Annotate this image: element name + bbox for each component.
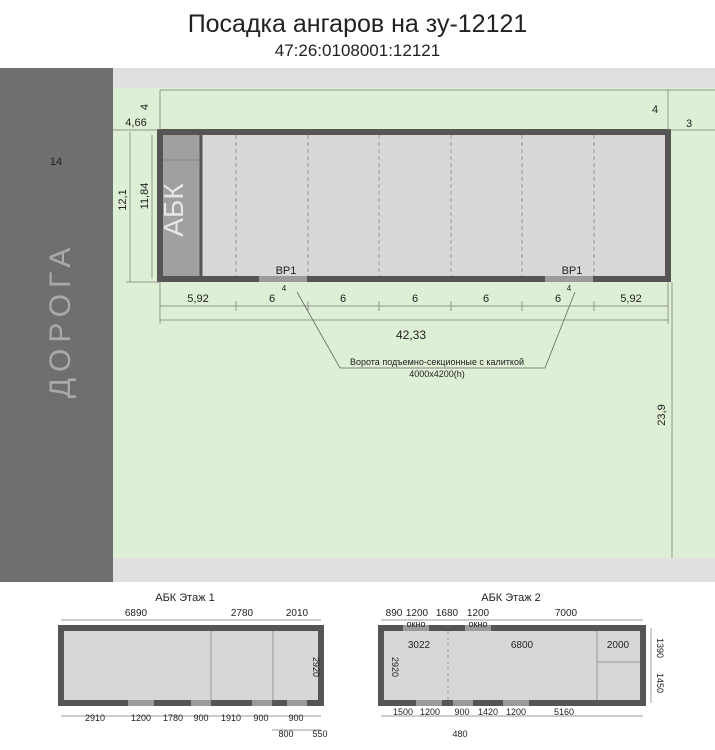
abk1-bottom-dim: 1200 — [130, 713, 152, 723]
dim-left-offset: 4,66 — [125, 117, 147, 129]
abk1-bottom-dim: 900 — [193, 713, 209, 723]
segment-dim: 6 — [339, 293, 347, 305]
gate-1-width: 4 — [281, 284, 287, 293]
abk1-bottom-dim: 1910 — [220, 713, 242, 723]
abk2-right-dim: 1390 — [655, 637, 665, 659]
dim-building-depth: 11,84 — [139, 182, 151, 210]
abk1-bottom-dim: 1780 — [162, 713, 184, 723]
road-label: ДОРОГА — [44, 241, 77, 399]
abk2-top-dim: 890 — [385, 608, 403, 619]
segment-dim: 5,92 — [620, 293, 642, 305]
segment-dim: 5,92 — [187, 293, 209, 305]
gate-note-line1: Ворота подъемно-секционные с калиткой — [349, 357, 525, 367]
dim-top-offset-right: 4 — [651, 104, 659, 116]
gate-1-label: ВР1 — [275, 265, 297, 277]
abk1-sub-dim: 550 — [312, 729, 328, 739]
abk2-title: АБК Этаж 2 — [481, 592, 541, 604]
abk2-top-dim: 1200 — [466, 608, 490, 619]
abk1-side-dim: 2920 — [311, 656, 321, 678]
abk2-sub-dim: 480 — [452, 729, 468, 739]
abk1-plan — [61, 628, 321, 703]
dim-road-width: 14 — [49, 156, 63, 168]
abk2-door — [416, 700, 442, 706]
abk1-top-dim: 6890 — [124, 608, 148, 619]
abk1-door — [128, 700, 154, 706]
abk2-door — [453, 700, 473, 706]
abk2-left-dim: 2920 — [390, 656, 400, 678]
abk1-door — [287, 700, 307, 706]
dim-top-offset: 4 — [139, 103, 151, 111]
abk2-right-dim: 1450 — [655, 672, 665, 694]
abk1-bottom-dim: 2910 — [84, 713, 106, 723]
abk1-top-dim: 2780 — [230, 608, 254, 619]
gate-2-label: ВР1 — [561, 265, 583, 277]
abk2-top-dim: 7000 — [554, 608, 578, 619]
abk2-bottom-dim: 1420 — [477, 707, 499, 717]
abk2-bottom-dim: 5160 — [553, 707, 575, 717]
abk1-title: АБК Этаж 1 — [155, 592, 215, 604]
abk2-door — [503, 700, 529, 706]
abk2-top-dim: 1680 — [435, 608, 459, 619]
cadastral-number: 47:26:0108001:12121 — [274, 41, 441, 60]
segment-dim: 6 — [482, 293, 490, 305]
segment-dim: 6 — [411, 293, 419, 305]
abk1-bottom-dim: 900 — [253, 713, 269, 723]
gate-2-width: 4 — [566, 284, 572, 293]
abk2-room-dim: 3022 — [407, 640, 431, 651]
abk2-bottom-dim: 1500 — [392, 707, 414, 717]
segment-dim: 6 — [268, 293, 276, 305]
abk2-room-dim: 6800 — [510, 640, 534, 651]
page-title: Посадка ангаров на зу-12121 — [187, 10, 528, 38]
dim-depth-to-bottom: 23,9 — [656, 404, 668, 426]
dim-right-offset: 3 — [685, 118, 693, 130]
abk2-top-dim: 1200 — [405, 608, 429, 619]
dim-total-length: 42,33 — [395, 328, 427, 342]
abk-label: АБК — [158, 183, 189, 237]
abk1-door — [191, 700, 211, 706]
abk1-top-dim: 2010 — [285, 608, 309, 619]
abk1-door — [252, 700, 272, 706]
dim-site-height: 12,1 — [117, 189, 129, 211]
abk2-window-label: окно — [468, 619, 488, 629]
abk2-bottom-dim: 1200 — [505, 707, 527, 717]
abk1-sub-dim: 800 — [278, 729, 294, 739]
gate-note-line2: 4000x4200(h) — [409, 369, 465, 379]
abk2-bottom-dim: 900 — [454, 707, 470, 717]
abk2-room-dim: 2000 — [606, 640, 630, 651]
abk1-bottom-dim: 900 — [288, 713, 304, 723]
abk2-window-label: окно — [406, 619, 426, 629]
abk2-bottom-dim: 1200 — [419, 707, 441, 717]
segment-dim: 6 — [554, 293, 562, 305]
